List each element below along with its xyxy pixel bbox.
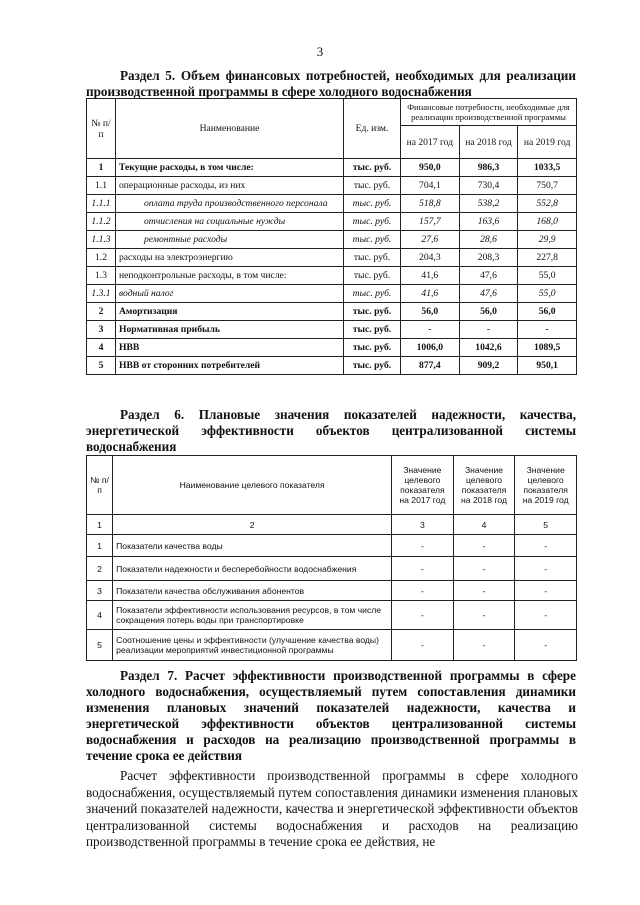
row-value-2019: 29,9 [518,231,577,249]
section7-heading: Раздел 7. Расчет эффективности производственной программы в сфере холодного водоснабжения, осуществляемый путем сопоставления динамики изменения плановых значений показателей надежности, качества и энергетической эффективности объектов централизованной системы водоснабжения и расходов на реализацию производственной программы в течение срока ее действия [86,668,576,763]
row-value-2018: 56,0 [459,303,518,321]
row-value-2018: 47,6 [459,285,518,303]
row-value-2018: 909,2 [459,357,518,375]
row-unit: тыс. руб. [344,159,401,177]
target-indicators-table [86,455,577,661]
table-row [87,630,577,661]
row-value-2017: 41,6 [401,285,460,303]
row-unit: тыс. руб. [344,195,401,213]
row-value-2019: 227,8 [518,249,577,267]
row-value-2018: - [453,557,515,581]
row-value-2019: - [515,601,577,630]
col-number: 1 [87,515,113,535]
financial-needs-table [86,98,577,375]
row-num: 2 [87,557,113,581]
table-row [87,557,577,581]
row-num: 3 [87,581,113,601]
row-unit: тыс. руб. [344,213,401,231]
row-num: 1 [87,535,113,557]
row-value-2019: - [518,321,577,339]
row-name: НВВ [116,339,344,357]
row-num: 1.1.1 [87,195,116,213]
row-name: Показатели эффективности использования ресурсов, в том числе сокращения потерь воды при транспортировке [113,601,392,630]
row-value-2018: - [453,630,515,661]
row-value-2018: 28,6 [459,231,518,249]
row-unit: тыс. руб. [344,249,401,267]
col-number: 2 [113,515,392,535]
header-2019: на 2019 год [518,126,577,159]
col-number: 3 [392,515,454,535]
row-value-2017: 877,4 [401,357,460,375]
row-value-2019: 55,0 [518,285,577,303]
row-value-2019: 56,0 [518,303,577,321]
row-value-2017: - [392,630,454,661]
header-2018: Значение целевого показателя на 2018 год [453,456,515,515]
row-value-2017: 41,6 [401,267,460,285]
header-2017: Значение целевого показателя на 2017 год [392,456,454,515]
header-num: № п/п [87,456,113,515]
header-name: Наименование целевого показателя [113,456,392,515]
row-value-2018: - [453,601,515,630]
row-name: Показатели качества воды [113,535,392,557]
table-row [87,267,577,285]
row-unit: тыс. руб. [344,267,401,285]
row-value-2019: - [515,630,577,661]
section5-heading: Раздел 5. Объем финансовых потребностей, необходимых для реализации производственной программы в сфере холодного водоснабжения [86,68,576,99]
row-name: Показатели надежности и бесперебойности водоснабжения [113,557,392,581]
row-num: 1.1 [87,177,116,195]
row-value-2019: - [515,557,577,581]
table-row [87,581,577,601]
table-row [87,535,577,557]
table-row [87,285,577,303]
row-num: 3 [87,321,116,339]
table-row [87,249,577,267]
row-name: ремонтные расходы [116,231,344,249]
row-unit: тыс. руб. [344,177,401,195]
table-row [87,321,577,339]
header-2017: на 2017 год [401,126,460,159]
row-value-2017: 518,8 [401,195,460,213]
row-unit: тыс. руб. [344,357,401,375]
row-value-2017: 950,0 [401,159,460,177]
row-value-2018: 730,4 [459,177,518,195]
row-value-2017: - [401,321,460,339]
row-name: Соотношение цены и эффективности (улучшение качества воды) реализации мероприятий инвестиционной программы [113,630,392,661]
row-name: неподконтрольные расходы, в том числе: [116,267,344,285]
row-name: Нормативная прибыль [116,321,344,339]
row-value-2017: - [392,601,454,630]
row-name: водный налог [116,285,344,303]
row-value-2017: 204,3 [401,249,460,267]
row-value-2018: 1042,6 [459,339,518,357]
row-value-2018: 538,2 [459,195,518,213]
row-unit: тыс. руб. [344,321,401,339]
row-value-2018: 47,6 [459,267,518,285]
row-unit: тыс. руб. [344,285,401,303]
section6-heading: Раздел 6. Плановые значения показателей надежности, качества, энергетической эффективности объектов централизованной системы водоснабжения [86,407,576,454]
row-value-2019: 750,7 [518,177,577,195]
header-group: Финансовые потребности, необходимые для реализации производственной программы [401,99,577,126]
row-num: 1.3 [87,267,116,285]
row-num: 1.1.2 [87,213,116,231]
col-number: 4 [453,515,515,535]
row-name: отчисления на социальные нужды [116,213,344,231]
row-value-2017: 27,6 [401,231,460,249]
row-value-2018: - [459,321,518,339]
row-unit: тыс. руб. [344,303,401,321]
row-value-2019: 168,0 [518,213,577,231]
row-unit: тыс. руб. [344,231,401,249]
row-unit: тыс. руб. [344,339,401,357]
row-value-2017: - [392,535,454,557]
header-unit: Ед. изм. [344,99,401,159]
table-row [87,159,577,177]
section7-paragraph: Расчет эффективности производственной программы в сфере холодного водоснабжения, осуществляемый путем сопоставления динамики изменения плановых значений показателей надежности, качества и энергетической эффективности объектов централизованной системы водоснабжения и расходов на реализацию производственной программы в течение срока ее действия, не [86,768,578,849]
row-num: 4 [87,601,113,630]
table-row [87,213,577,231]
row-name: оплата труда производственного персонала [116,195,344,213]
row-num: 4 [87,339,116,357]
header-2018: на 2018 год [459,126,518,159]
row-num: 1.3.1 [87,285,116,303]
table-row [87,357,577,375]
table-row [87,303,577,321]
row-name: операционные расходы, из них [116,177,344,195]
row-num: 1.1.3 [87,231,116,249]
row-num: 1 [87,159,116,177]
row-value-2017: 56,0 [401,303,460,321]
row-value-2017: 1006,0 [401,339,460,357]
row-value-2019: 1089,5 [518,339,577,357]
row-value-2017: 157,7 [401,213,460,231]
row-value-2018: 163,6 [459,213,518,231]
row-value-2018: 208,3 [459,249,518,267]
row-value-2017: 704,1 [401,177,460,195]
table-row [87,231,577,249]
row-name: Текущие расходы, в том числе: [116,159,344,177]
row-name: Амортизация [116,303,344,321]
table-row [87,339,577,357]
row-value-2019: - [515,535,577,557]
table-row [87,195,577,213]
table-row [87,601,577,630]
row-value-2017: - [392,581,454,601]
row-value-2018: - [453,581,515,601]
row-num: 1.2 [87,249,116,267]
row-value-2017: - [392,557,454,581]
row-value-2018: - [453,535,515,557]
row-value-2019: 55,0 [518,267,577,285]
row-name: НВВ от сторонних потребителей [116,357,344,375]
header-num: № п/п [87,99,116,159]
table-row [87,177,577,195]
row-name: расходы на электроэнергию [116,249,344,267]
row-num: 2 [87,303,116,321]
col-number: 5 [515,515,577,535]
row-value-2019: - [515,581,577,601]
row-value-2019: 552,8 [518,195,577,213]
row-num: 5 [87,357,116,375]
header-2019: Значение целевого показателя на 2019 год [515,456,577,515]
row-value-2019: 1033,5 [518,159,577,177]
row-num: 5 [87,630,113,661]
header-name: Наименование [116,99,344,159]
row-value-2019: 950,1 [518,357,577,375]
row-value-2018: 986,3 [459,159,518,177]
page-number: 3 [316,44,324,59]
row-name: Показатели качества обслуживания абонентов [113,581,392,601]
